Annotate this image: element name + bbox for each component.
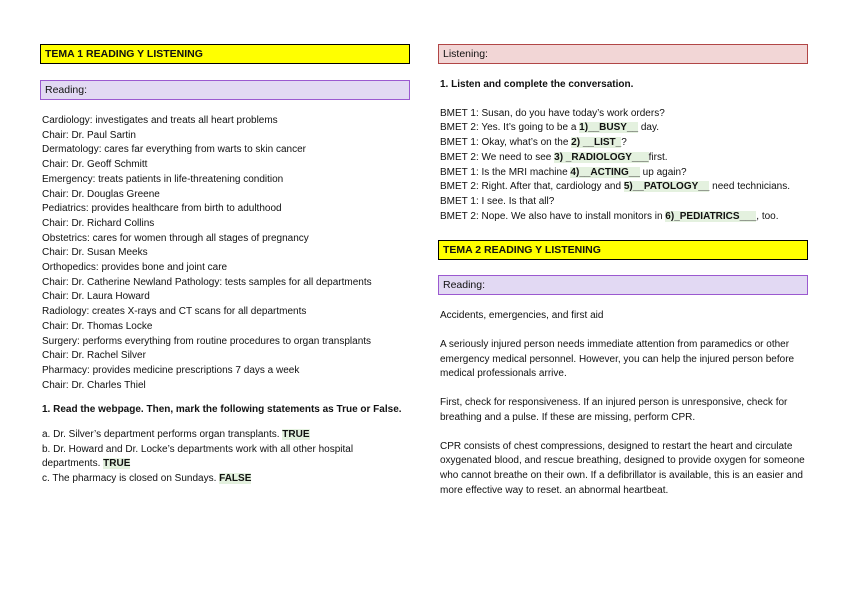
department-line: Chair: Dr. Paul Sartin <box>42 129 136 141</box>
department-line: Pharmacy: provides medicine prescriptions 7 days a week <box>42 364 300 376</box>
answer-blank: 2) __LIST_ <box>571 137 622 149</box>
department-line: Chair: Dr. Richard Collins <box>42 217 155 229</box>
dialogue <box>438 107 808 225</box>
answer-blank: 6)_PEDIATRICS___ <box>665 210 757 222</box>
dialogue-line <box>440 136 806 151</box>
answer-blank: 1)__BUSY__ <box>579 122 639 134</box>
statement-item <box>42 428 408 443</box>
listening-label-bar: Listening: <box>438 44 808 64</box>
left-column <box>40 44 410 487</box>
dialogue-text: need technicians. BMET 1: I see. Is that all? <box>440 181 791 207</box>
exercise-title-true-false: 1. Read the webpage. Then, mark the following statements as True or False. <box>42 404 402 416</box>
answer-blank: 5)__PATOLOGY__ <box>623 181 710 193</box>
department-line: Emergency: treats patients in life-threatening condition <box>42 173 284 185</box>
department-line: Pediatrics: provides healthcare from birth to adulthood <box>42 203 282 215</box>
answer-blank: 3) _RADIOLOGY___ <box>554 151 649 163</box>
dialogue-text: day. <box>638 122 660 134</box>
dialogue-text: BMET 2: Right. After that, cardiology and <box>440 181 624 193</box>
department-line: Chair: Dr. Catherine Newland Pathology: tests samples for all departments <box>42 276 372 288</box>
dialogue-text: , too. <box>756 210 779 222</box>
tema1-heading: TEMA 1 READING Y LISTENING <box>40 44 410 64</box>
dialogue-line <box>440 121 806 136</box>
department-line: Chair: Dr. Thomas Locke <box>42 320 153 332</box>
statement-text: a. Dr. Silver’s department performs organ transplants. <box>42 429 280 441</box>
dialogue-text: first. <box>648 151 668 163</box>
tema2-heading: TEMA 2 READING Y LISTENING <box>438 240 808 260</box>
answer-badge: FALSE <box>219 473 252 485</box>
dialogue-text: BMET 2: Yes. It’s going to be a <box>440 122 580 134</box>
dialogue-text: up again? <box>639 166 687 178</box>
department-line: Cardiology: investigates and treats all heart problems <box>42 115 278 126</box>
dialogue-line: BMET 1: Susan, do you have today’s work orders? <box>440 107 665 119</box>
statement-text: c. The pharmacy is closed on Sundays. <box>42 473 217 485</box>
article-paragraph: CPR consists of chest compressions, designed to restart the heart and circulate oxygenated blood, and rescue breathing, designed to provide oxygen for someone who cannot breathe on their own. If a defibrillator is available, this is an easier and more effective way to reset. an abnormal heartbeat. <box>440 440 805 496</box>
department-line: Radiology: creates X-rays and CT scans for all departments <box>42 306 307 318</box>
reading-label-bar: Reading: <box>40 80 410 100</box>
answer-blank: 4)__ACTING__ <box>570 166 640 178</box>
department-line: Chair: Dr. Geoff Schmitt <box>42 159 148 171</box>
article-title: Accidents, emergencies, and first aid <box>440 310 604 322</box>
answer-badge: TRUE <box>103 458 131 470</box>
department-line: Chair: Dr. Douglas Greene <box>42 188 160 200</box>
department-line: Orthopedics: provides bone and joint care <box>42 262 228 274</box>
statement-text: b. Dr. Howard and Dr. Locke’s departments work with all other hospital departments. <box>42 443 354 470</box>
article-paragraph: First, check for responsiveness. If an injured person is unresponsive, check for breathing and a pulse. If these are missing, perform CPR. <box>440 397 788 423</box>
dialogue-line <box>440 180 806 209</box>
exercise-title-listen: 1. Listen and complete the conversation. <box>440 79 634 90</box>
department-line: Chair: Dr. Susan Meeks <box>42 247 148 259</box>
dialogue-text: BMET 2: We need to see <box>440 151 555 163</box>
department-line: Chair: Dr. Rachel Silver <box>42 350 146 362</box>
right-column <box>438 44 808 498</box>
department-line: Chair: Dr. Charles Thiel <box>42 379 146 391</box>
department-line: Surgery: performs everything from routine procedures to organ transplants <box>42 335 372 347</box>
department-line: Dermatology: cares far everything from warts to skin cancer <box>42 144 306 156</box>
dialogue-text: BMET 1: Okay, what’s on the <box>440 137 572 149</box>
statement-list <box>40 428 410 487</box>
dialogue-line <box>440 166 806 181</box>
reading-label-bar-2: Reading: <box>438 275 808 295</box>
department-line: Chair: Dr. Laura Howard <box>42 291 150 303</box>
dialogue-line <box>440 210 806 225</box>
statement-item <box>42 472 408 487</box>
department-list <box>40 114 410 393</box>
answer-badge: TRUE <box>282 429 310 441</box>
dialogue-text: BMET 2: Nope. We also have to install monitors in <box>440 210 666 222</box>
article-paragraph: A seriously injured person needs immediate attention from paramedics or other emergency medical personnel. However, you can help the injured person before medical professionals arrive. <box>440 339 795 380</box>
dialogue-line <box>440 151 806 166</box>
dialogue-text: ? <box>621 137 627 149</box>
dialogue-text: BMET 1: Is the MRI machine <box>440 166 571 178</box>
department-line: Obstetrics: cares for women through all stages of pregnancy <box>42 232 309 244</box>
statement-item <box>42 443 408 472</box>
